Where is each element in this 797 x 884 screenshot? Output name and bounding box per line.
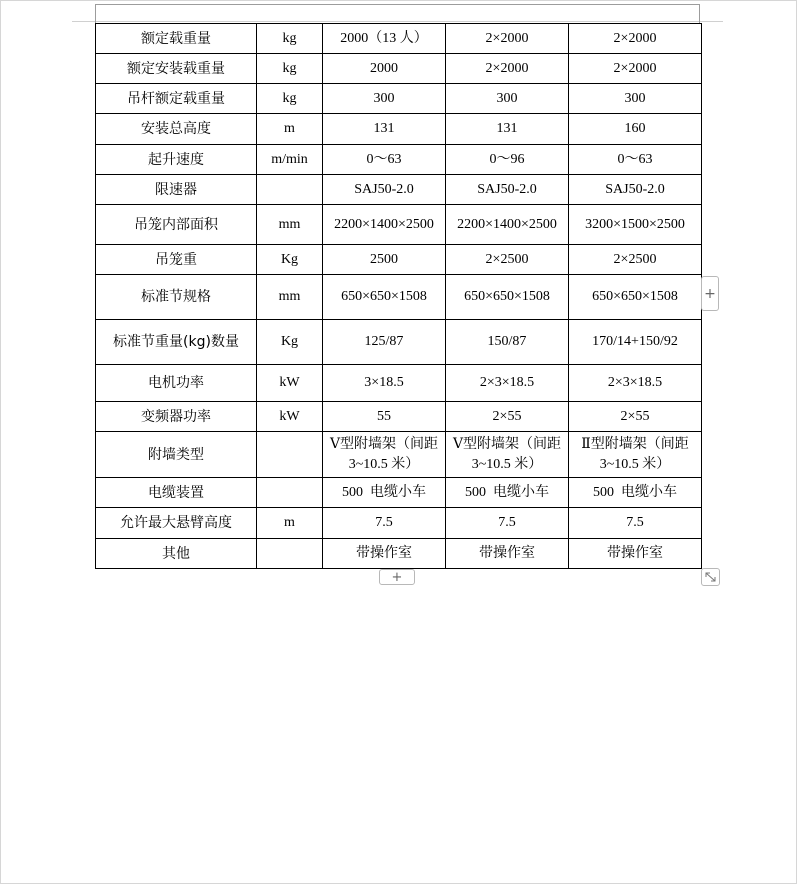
unit-cell[interactable]: kW	[257, 402, 323, 432]
unit-cell[interactable]: mm	[257, 275, 323, 320]
param-name-cell[interactable]: 额定载重量	[96, 24, 257, 54]
table-row	[96, 114, 702, 145]
plus-icon: +	[391, 569, 403, 585]
value-cell[interactable]: 2×55	[446, 402, 569, 432]
param-name-cell[interactable]: 允许最大悬臂高度	[96, 508, 257, 539]
value-cell[interactable]: Ⅱ型附墙架（间距3~10.5 米）	[569, 432, 702, 478]
unit-cell[interactable]: m	[257, 508, 323, 539]
table-row	[96, 320, 702, 365]
unit-cell[interactable]: Kg	[257, 245, 323, 275]
value-cell[interactable]: 2×55	[569, 402, 702, 432]
table-row	[96, 478, 702, 508]
plus-icon: +	[704, 285, 716, 302]
unit-cell[interactable]	[257, 175, 323, 205]
unit-cell[interactable]: kg	[257, 54, 323, 84]
param-name-cell[interactable]: 限速器	[96, 175, 257, 205]
param-name-cell[interactable]: 标准节规格	[96, 275, 257, 320]
table-row	[96, 402, 702, 432]
value-cell[interactable]: 3×18.5	[323, 365, 446, 402]
param-name-cell[interactable]: 吊笼重	[96, 245, 257, 275]
unit-cell[interactable]: mm	[257, 205, 323, 245]
param-name-cell[interactable]: 吊杆额定载重量	[96, 84, 257, 114]
table-row	[96, 205, 702, 245]
value-cell[interactable]: 带操作室	[323, 539, 446, 569]
table-row	[96, 508, 702, 539]
value-cell[interactable]: 2×2000	[569, 54, 702, 84]
table-resize-handle[interactable]	[701, 568, 720, 586]
value-cell[interactable]: 55	[323, 402, 446, 432]
value-cell[interactable]: 125/87	[323, 320, 446, 365]
table-row	[96, 24, 702, 54]
value-cell[interactable]: 300	[446, 84, 569, 114]
value-cell[interactable]: 300	[323, 84, 446, 114]
table-row	[96, 54, 702, 84]
value-cell[interactable]: 2×2500	[446, 245, 569, 275]
value-cell[interactable]: 带操作室	[569, 539, 702, 569]
value-cell[interactable]: 带操作室	[446, 539, 569, 569]
table-row	[96, 432, 702, 478]
value-cell[interactable]: 3200×1500×2500	[569, 205, 702, 245]
add-row-button[interactable]	[379, 569, 415, 585]
unit-cell[interactable]	[257, 478, 323, 508]
value-cell[interactable]: SAJ50-2.0	[569, 175, 702, 205]
value-cell[interactable]: 2×3×18.5	[569, 365, 702, 402]
value-cell[interactable]: 650×650×1508	[446, 275, 569, 320]
value-cell[interactable]: 131	[323, 114, 446, 145]
value-cell[interactable]: SAJ50-2.0	[446, 175, 569, 205]
value-cell[interactable]: 2×3×18.5	[446, 365, 569, 402]
value-cell[interactable]: 2500	[323, 245, 446, 275]
value-cell[interactable]: 300	[569, 84, 702, 114]
specification-table	[95, 23, 702, 569]
value-cell[interactable]: 500 电缆小车	[569, 478, 702, 508]
value-cell[interactable]: 2200×1400×2500	[446, 205, 569, 245]
table-row	[96, 365, 702, 402]
value-cell[interactable]: 2000（13 人）	[323, 24, 446, 54]
value-cell[interactable]: 7.5	[446, 508, 569, 539]
param-name-cell[interactable]: 起升速度	[96, 145, 257, 175]
value-cell[interactable]: 2000	[323, 54, 446, 84]
param-name-cell[interactable]: 附墙类型	[96, 432, 257, 478]
unit-cell[interactable]	[257, 539, 323, 569]
unit-cell[interactable]: kg	[257, 24, 323, 54]
table-row	[96, 175, 702, 205]
value-cell[interactable]: 500 电缆小车	[446, 478, 569, 508]
value-cell[interactable]: 500 电缆小车	[323, 478, 446, 508]
value-cell[interactable]: 0～96	[446, 145, 569, 175]
value-cell[interactable]: Ⅴ型附墙架（间距3~10.5 米）	[446, 432, 569, 478]
unit-cell[interactable]: m	[257, 114, 323, 145]
value-cell[interactable]: Ⅴ型附墙架（间距3~10.5 米）	[323, 432, 446, 478]
value-cell[interactable]: 2×2500	[569, 245, 702, 275]
unit-cell[interactable]: Kg	[257, 320, 323, 365]
resize-diagonal-icon	[702, 569, 719, 585]
value-cell[interactable]: 7.5	[323, 508, 446, 539]
value-cell[interactable]: 650×650×1508	[569, 275, 702, 320]
value-cell[interactable]: 7.5	[569, 508, 702, 539]
value-cell[interactable]: 150/87	[446, 320, 569, 365]
param-name-cell[interactable]: 电机功率	[96, 365, 257, 402]
param-name-cell[interactable]: 其他	[96, 539, 257, 569]
table-row	[96, 245, 702, 275]
value-cell[interactable]: 2×2000	[446, 54, 569, 84]
value-cell[interactable]: 650×650×1508	[323, 275, 446, 320]
value-cell[interactable]: 2×2000	[569, 24, 702, 54]
value-cell[interactable]: 170/14+150/92	[569, 320, 702, 365]
unit-cell[interactable]	[257, 432, 323, 478]
table-row	[96, 275, 702, 320]
param-name-cell[interactable]: 额定安装载重量	[96, 54, 257, 84]
value-cell[interactable]: 131	[446, 114, 569, 145]
value-cell[interactable]: 160	[569, 114, 702, 145]
unit-cell[interactable]: kW	[257, 365, 323, 402]
unit-cell[interactable]: m/min	[257, 145, 323, 175]
param-name-cell[interactable]: 标准节重量(kg)数量	[96, 320, 257, 365]
value-cell[interactable]: 0～63	[323, 145, 446, 175]
add-column-button[interactable]	[701, 276, 719, 311]
previous-table-fragment	[95, 4, 700, 23]
param-name-cell[interactable]: 吊笼内部面积	[96, 205, 257, 245]
value-cell[interactable]: SAJ50-2.0	[323, 175, 446, 205]
value-cell[interactable]: 0～63	[569, 145, 702, 175]
value-cell[interactable]: 2×2000	[446, 24, 569, 54]
table-row	[96, 539, 702, 569]
value-cell[interactable]: 2200×1400×2500	[323, 205, 446, 245]
param-name-cell[interactable]: 变频器功率	[96, 402, 257, 432]
param-name-cell[interactable]: 电缆装置	[96, 478, 257, 508]
unit-cell[interactable]: kg	[257, 84, 323, 114]
table-row	[96, 84, 702, 114]
table-row	[96, 145, 702, 175]
param-name-cell[interactable]: 安装总高度	[96, 114, 257, 145]
